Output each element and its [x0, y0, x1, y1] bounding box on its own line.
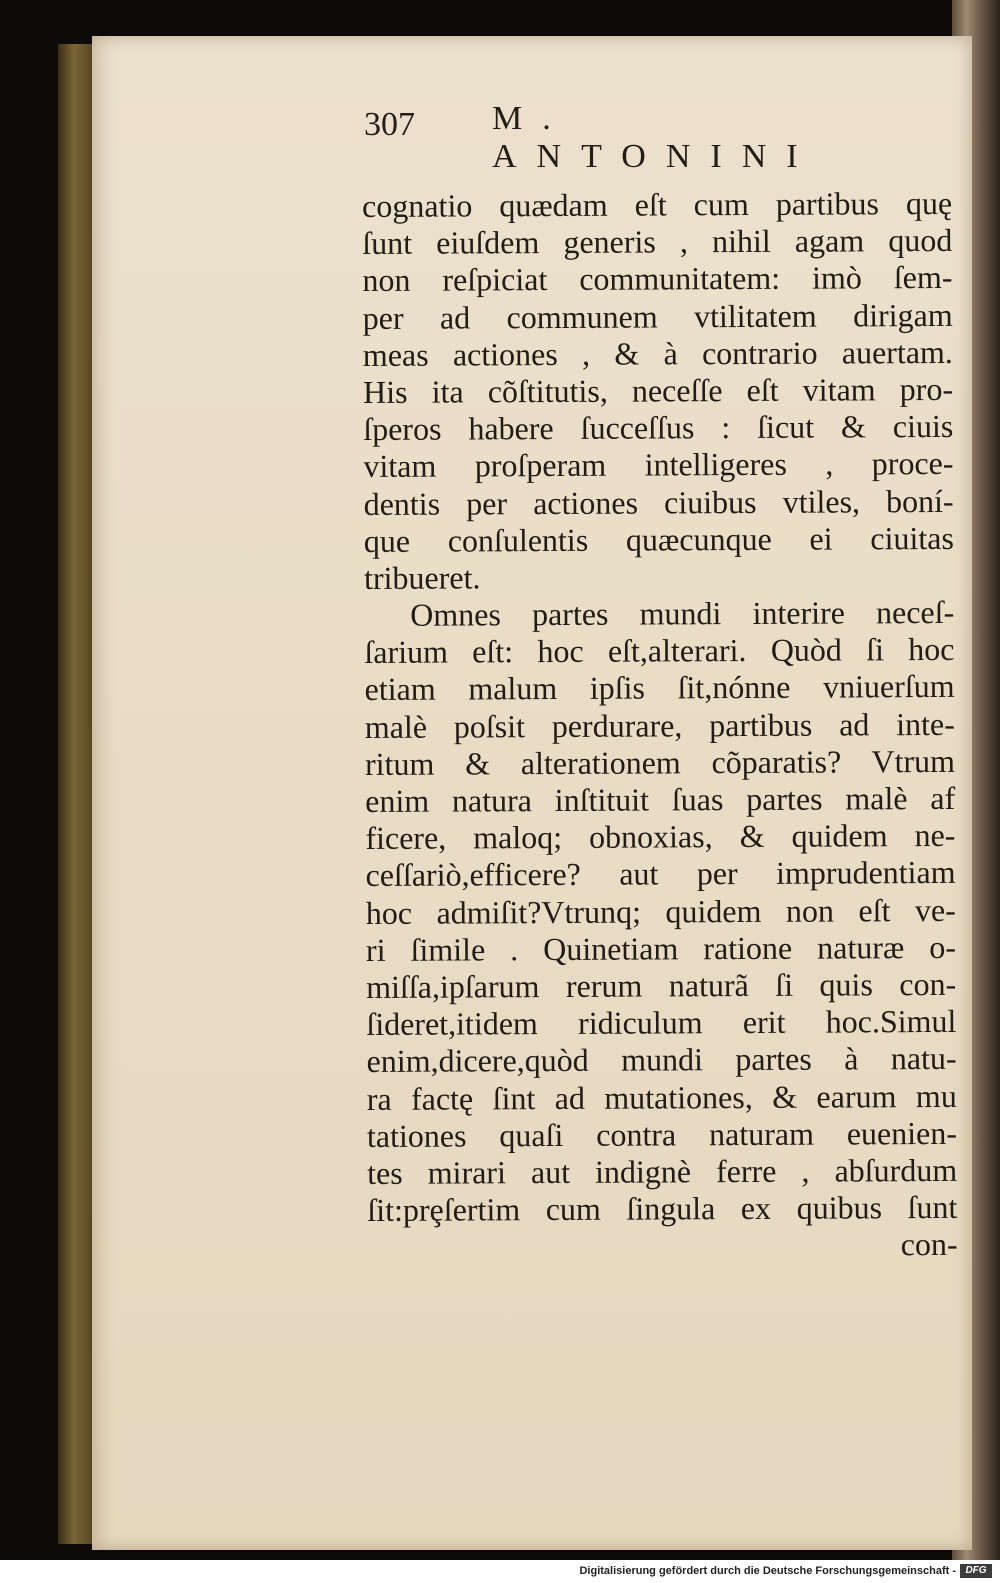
- text-line: ritum & alterationem cõparatis? Vtrum: [364, 742, 956, 782]
- text-line: ſit:prȩſertim cum ſingula ex quibus ſunt: [367, 1188, 958, 1229]
- text-line: ri ſimile . Quinetiam ratione naturæ o-: [365, 928, 957, 968]
- page-header: [272, 100, 892, 175]
- body-text: [362, 185, 958, 1267]
- text-line: ſideret,itidem ridiculum erit hoc.Simul: [366, 1003, 957, 1043]
- paragraph-end-line: tribueret.: [363, 559, 481, 596]
- text-line: hoc admiſit?Vtrunq; quidem non eſt ve-: [365, 891, 956, 931]
- text-line: meas actiones , & à contrario auertam.: [362, 333, 953, 373]
- text-line: enim natura inſtituit ſuas partes malè af: [365, 779, 956, 819]
- running-title: M. ANTONINI: [492, 100, 818, 175]
- text-line: non reſpiciat communitatem: imò ſem-: [362, 259, 953, 299]
- digitization-credit: Digitalisierung gefördert durch die Deutsche Forschungsgemeinschaft -: [579, 1565, 956, 1577]
- text-line: cognatio quædam eſt cum partibus quę: [362, 184, 953, 224]
- text-line: ceſſariò,efficere? aut per imprudentiam: [365, 854, 956, 894]
- page-number: 307: [364, 106, 415, 143]
- text-line: ſperos habere ſucceſſus : ſicut & ciuis: [363, 408, 954, 448]
- text-line: His ita cõſtitutis, neceſſe eſt vitam pro-: [362, 370, 954, 410]
- dfg-logo: DFG: [960, 1564, 992, 1578]
- text-line: ficere, maloq; obnoxias, & quidem ne-: [365, 817, 956, 857]
- text-line: etiam malum ipſis ſit,nónne vniuerſum: [364, 668, 955, 708]
- text-line: enim,dicere,quòd mundi partes à natu-: [366, 1040, 957, 1080]
- text-line: tes mirari aut indignè ferre , abſurdum: [367, 1151, 958, 1191]
- text-line: miſſa,ipſarum rerum naturã ſi quis con-: [366, 965, 957, 1005]
- paragraph-start-line: Omnes partes mundi interire neceſ-: [410, 593, 955, 633]
- text-line: dentis per actiones ciuibus vtiles, boní-: [363, 482, 954, 522]
- text-line: que conſulentis quæcunque ei ciuitas: [363, 519, 954, 559]
- text-line: malè poſsit perdurare, partibus ad inte-: [364, 705, 955, 745]
- catchword: con-: [900, 1226, 958, 1263]
- text-line: ſarium eſt: hoc eſt,alterari. Quòd ſi hoc: [364, 631, 955, 671]
- text-line: tationes quaſi contra naturam euenien-: [366, 1114, 958, 1154]
- text-line: ra factę ſint ad mutationes, & earum mu: [366, 1077, 957, 1117]
- text-line: ſunt eiuſdem generis , nihil agam quod: [362, 222, 953, 262]
- text-line: per ad communem vtilitatem dirigam: [362, 296, 953, 336]
- text-line: vitam proſperam intelligeres , proce-: [363, 445, 954, 485]
